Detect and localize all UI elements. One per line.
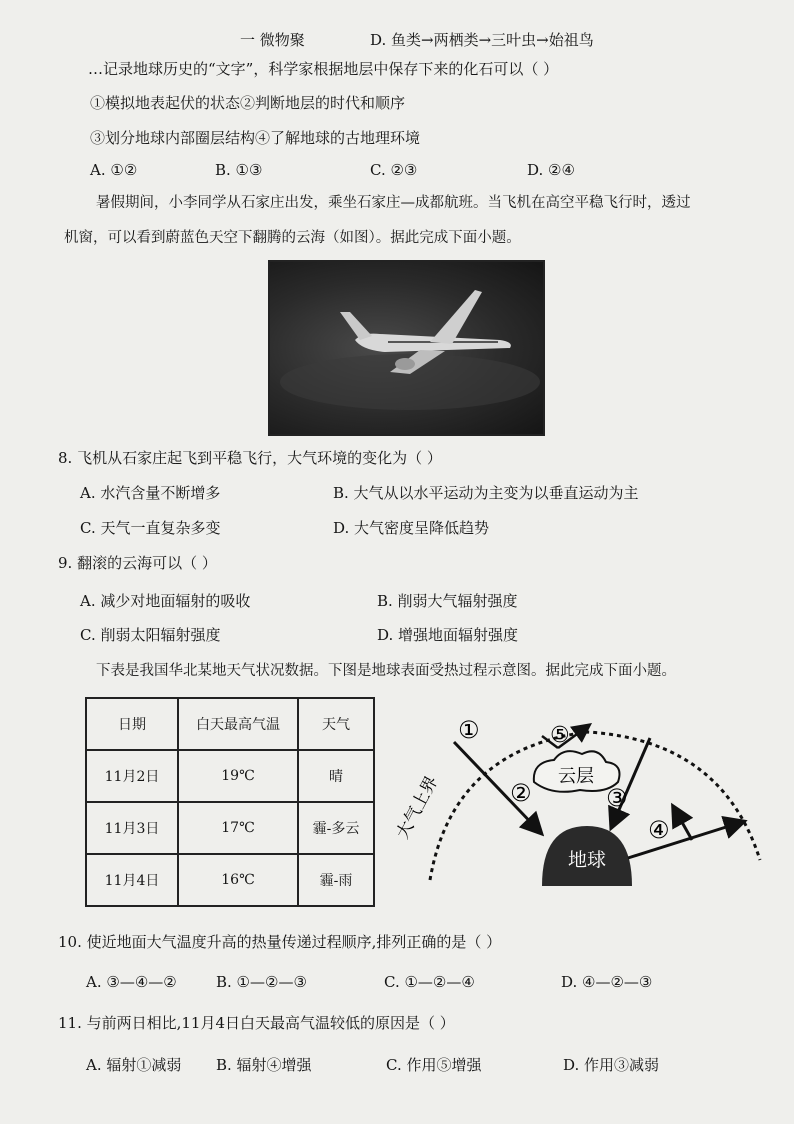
table-cell: 11月3日 (86, 802, 178, 854)
passage1-line2: 机窗，可以看到蔚蓝色天空下翻腾的云海（如图）。据此完成下面小题。 (64, 230, 521, 246)
q10-option-c: C. ①—②—④ (384, 973, 475, 991)
passage2: 下表是我国华北某地天气状况数据。下图是地球表面受热过程示意图。据此完成下面小题。 (96, 663, 676, 679)
top-fragment-right: D. 鱼类→两栖类→三叶虫→始祖鸟 (370, 31, 594, 49)
q7-option-b: B. ①③ (215, 161, 263, 179)
table-cell: 晴 (298, 750, 374, 802)
table-cell: 11月2日 (86, 750, 178, 802)
q8-option-b: B. 大气从以水平运动为主变为以垂直运动为主 (333, 484, 639, 502)
airplane-photo (268, 260, 545, 436)
table-cell: 11月4日 (86, 854, 178, 906)
table-header-weather: 天气 (298, 698, 374, 750)
table-header-temp: 白天最高气温 (178, 698, 298, 750)
q10-option-a: A. ③—④—② (86, 973, 177, 991)
q11-option-d: D. 作用③减弱 (563, 1056, 660, 1074)
q7-option-c: C. ②③ (370, 161, 418, 179)
marker-5: ⑤ (550, 723, 570, 748)
table-row (86, 750, 374, 802)
q9-option-d: D. 增强地面辐射强度 (377, 626, 519, 644)
marker-3: ③ (606, 784, 628, 812)
earth-label: 地球 (567, 849, 607, 871)
q10-stem: 10. 使近地面大气温度升高的热量传递过程顺序,排列正确的是（ ） (58, 933, 502, 951)
q7-item1: ①模拟地表起伏的状态②判断地层的时代和顺序 (90, 94, 406, 112)
arrow-escape (674, 808, 692, 840)
marker-1: ① (458, 716, 480, 744)
table-cell: 霾-多云 (298, 802, 374, 854)
q9-option-b: B. 削弱大气辐射强度 (377, 592, 518, 610)
q11-option-b: B. 辐射④增强 (216, 1056, 312, 1074)
q11-option-c: C. 作用⑤增强 (386, 1056, 482, 1074)
q10-option-d: D. ④—②—③ (561, 973, 653, 991)
table-cell: 19℃ (178, 750, 298, 802)
weather-table (85, 697, 375, 907)
table-header-date: 日期 (86, 698, 178, 750)
table-header-row (86, 698, 374, 750)
q11-stem: 11. 与前两日相比,11月4日白天最高气温较低的原因是（ ） (58, 1014, 455, 1032)
marker-4: ④ (648, 816, 670, 844)
q11-option-a: A. 辐射①减弱 (86, 1056, 182, 1074)
table-cell: 霾-雨 (298, 854, 374, 906)
q7-item2: ③划分地球内部圈层结构④了解地球的古地理环境 (90, 129, 421, 147)
atmosphere-label: 大气上界 (392, 772, 443, 843)
table-cell: 16℃ (178, 854, 298, 906)
q8-option-c: C. 天气一直复杂多变 (80, 519, 221, 537)
q9-stem: 9. 翻滚的云海可以（ ） (58, 554, 217, 572)
heating-diagram (392, 690, 772, 910)
q8-stem: 8. 飞机从石家庄起飞到平稳飞行，大气环境的变化为（ ） (58, 449, 442, 467)
q9-option-a: A. 减少对地面辐射的吸收 (80, 592, 251, 610)
q7-option-a: A. ①② (90, 161, 138, 179)
cloud-label: 云层 (558, 766, 594, 787)
airplane-icon (270, 262, 543, 434)
q10-option-b: B. ①—②—③ (216, 973, 307, 991)
table-cell: 17℃ (178, 802, 298, 854)
passage1-line1: 暑假期间，小李同学从石家庄出发，乘坐石家庄—成都航班。当飞机在高空平稳飞行时，透过 (96, 195, 691, 211)
table-row (86, 854, 374, 906)
marker-2: ② (510, 779, 532, 807)
q7-stem: …记录地球历史的“文字”，科学家根据地层中保存下来的化石可以（ ） (88, 60, 559, 78)
q8-option-d: D. 大气密度呈降低趋势 (333, 519, 490, 537)
q9-option-c: C. 削弱太阳辐射强度 (80, 626, 221, 644)
table-row (86, 802, 374, 854)
q7-option-d: D. ②④ (527, 161, 575, 179)
q8-option-a: A. 水汽含量不断增多 (80, 484, 221, 502)
top-fragment-left: 一 微物聚 (240, 31, 305, 49)
